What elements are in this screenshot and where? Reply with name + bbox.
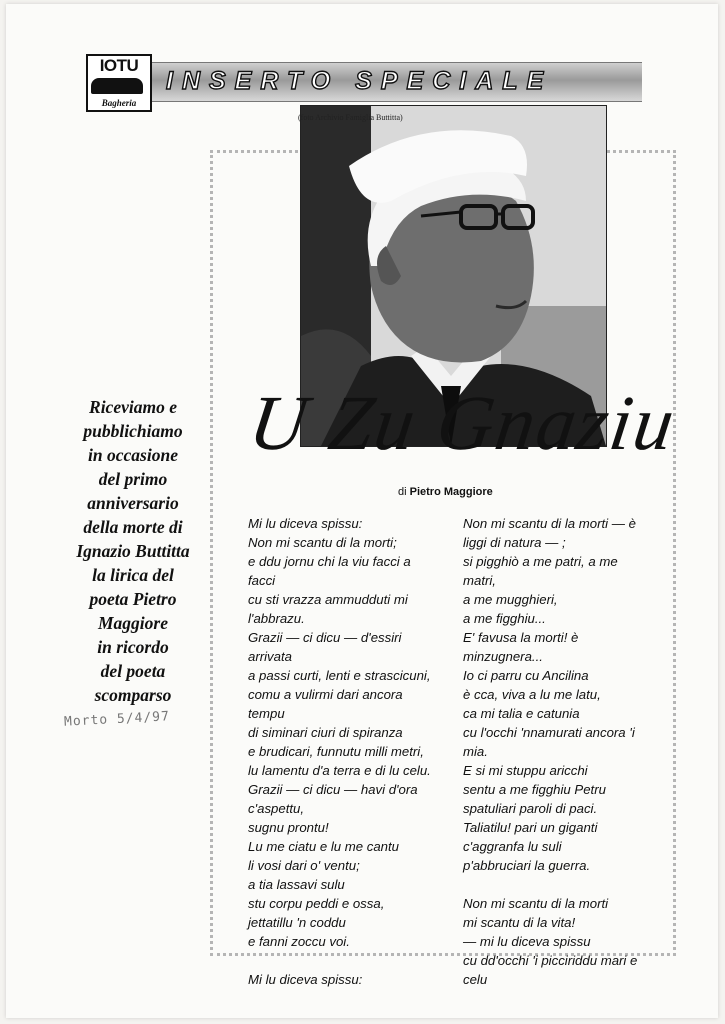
poem-column-right [463,514,658,989]
poem-line: e fanni zoccu voi. [248,934,350,949]
photo-credit: (foto Archivio Famiglia Buttitta) [298,113,403,122]
intro-line: in occasione [88,445,178,465]
intro-line: poeta Pietro [89,589,177,609]
poem-line: — mi lu diceva spissu [463,934,591,949]
poem-line: matri, [463,573,496,588]
poem-line: liggi di natura — ; [463,535,566,550]
poem-line: e brudicari, funnutu milli metri, [248,744,424,759]
poem-line: cu sti vrazza ammudduti mi [248,592,408,607]
poem-line: Non mi scantu di la morti — è [463,516,636,531]
stanza-break [463,875,658,894]
poem-line: cu dd'occhi 'i picciriddu mari e [463,953,638,968]
poem-line: Non mi scantu di la morti [463,896,609,911]
iotu-logo [86,54,152,112]
poem-line: di siminari ciuri di spiranza [248,725,403,740]
poem-line: a passi curti, lenti e strascicuni, [248,668,431,683]
poem-line: E si mi stuppu aricchi [463,763,588,778]
poem-line: sugnu prontu! [248,820,329,835]
byline-prefix: di [398,486,407,498]
poem-line: a me figghiu... [463,611,546,626]
poem-title: U Zu Gnaziu [244,379,682,466]
poem-line: ca mi talia e catunia [463,706,580,721]
poem-line: Taliatilu! pari un giganti [463,820,598,835]
poem-line: stu corpu peddi e ossa, [248,896,385,911]
poem-line: è cca, viva a lu me latu, [463,687,601,702]
poem-line: si pigghiò a me patri, a me [463,554,618,569]
poem-line: Mi lu diceva spissu: [248,516,363,531]
poem-line: facci [248,573,276,588]
poem-line: l'abbrazu. [248,611,305,626]
poem-line: Io ci parru cu Ancilina [463,668,589,683]
poem-line: lu lamentu d'a terra e di lu celu. [248,763,431,778]
logo-text: IOTU [99,56,139,75]
poem-line: jettatillu 'n coddu [248,915,346,930]
intro-text [66,395,200,707]
poem-line: E' favusa la morti! è [463,630,579,645]
poem-line: Grazii — ci dicu — d'essiri [248,630,402,645]
poem-line: comu a vulirmi dari ancora [248,687,403,702]
intro-line: del primo [98,469,168,489]
intro-line: pubblichiamo [83,421,183,441]
poem-line: arrivata [248,649,292,664]
intro-line: Riceviamo e [89,397,177,417]
poem-line: e ddu jornu chi la viu facci a [248,554,411,569]
intro-line: del poeta [100,661,166,681]
intro-line: anniversario [87,493,179,513]
poem-line: cu l'occhi 'nnamurati ancora 'i [463,725,635,740]
intro-line: la lirica del [92,565,174,585]
poem-line: a tia lassavi sulu [248,877,345,892]
poem-line: Mi lu diceva spissu: [248,972,363,987]
poem-line: mia. [463,744,488,759]
intro-line: in ricordo [97,637,169,657]
logo-subtitle: Bagheria [101,98,137,108]
poem-line: a me mugghieri, [463,592,558,607]
author-name: Pietro Maggiore [409,486,493,498]
poem-column-left [248,514,448,989]
handwritten-note: Morto 5/4/97 [63,709,171,730]
intro-line: Ignazio Buttitta [76,541,190,561]
poem-line: minzugnera... [463,649,543,664]
poem-line: p'abbruciari la guerra. [463,858,591,873]
intro-line: della morte di [83,517,183,537]
banner-title: INSERTO SPECIALE [166,67,553,95]
poem-line: spatuliari paroli di paci. [463,801,598,816]
poem-line: celu [463,972,488,987]
poem-line: Lu me ciatu e lu me cantu [248,839,400,854]
poem-line: c'aggranfa lu suli [463,839,562,854]
intro-line: Maggiore [98,613,168,633]
poem-line: sentu a me figghiu Petru [463,782,606,797]
byline [398,486,493,498]
poem-line: mi scantu di la vita! [463,915,576,930]
poem-line: c'aspettu, [248,801,305,816]
intro-line: scomparso [94,685,172,705]
stanza-break [248,951,448,970]
section-banner [152,62,642,102]
poem-line: tempu [248,706,285,721]
logo-wave-graphic [91,78,143,94]
poem-line: li vosi dari o' ventu; [248,858,360,873]
poem-line: Non mi scantu di la morti; [248,535,397,550]
poem-line: Grazii — ci dicu — havi d'ora [248,782,418,797]
